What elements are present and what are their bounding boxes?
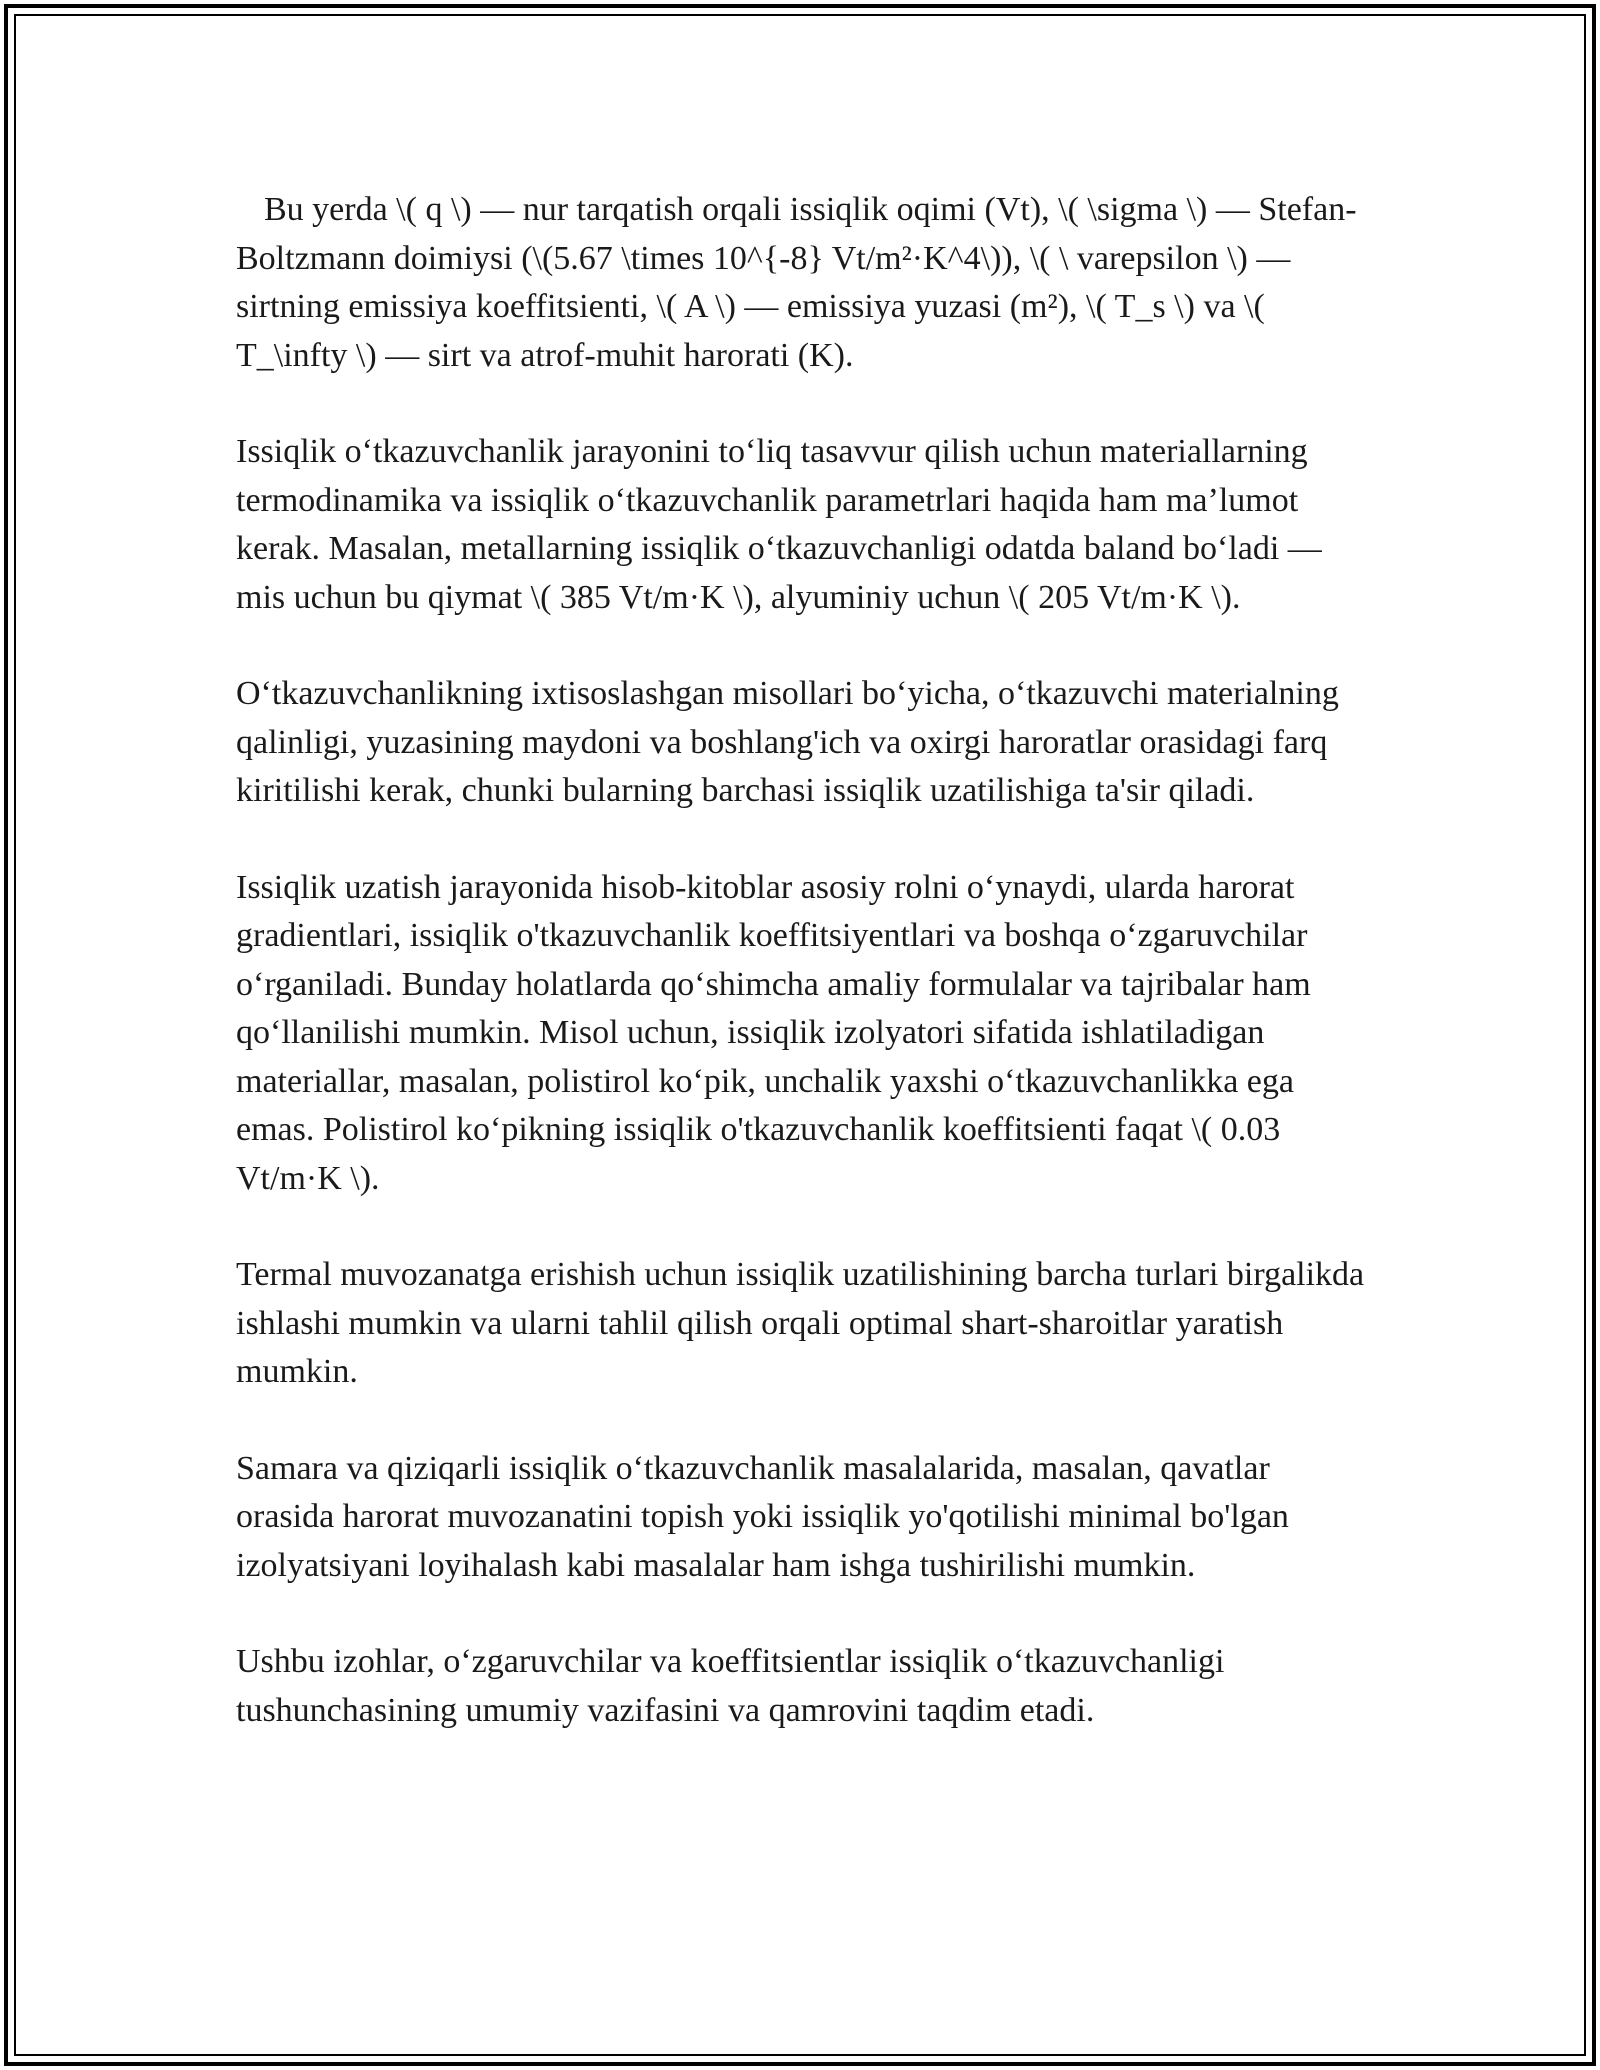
paragraph-radiation-definitions: Bu yerda \( q \) — nur tarqatish orqali issiqlik oqimi (Vt), \( \sigma \) — Stefan-Boltzmann doimiysi (\(5.67 \times 10^{-8} Vt/m²·K^4\)), \( \ varepsilon \) — sirtning emissiya koeffitsienti, \( A \) — emissiya yuzasi (m²), \( T_s \) va \( T_\infty \) — sirt va atrof-muhit harorati (K).	[236, 191, 1357, 374]
document-body	[236, 186, 1376, 1783]
paragraph-thermal-equilibrium: Termal muvozanatga erishish uchun issiqlik uzatilishining barcha turlari birgalikda ishlashi mumkin va ularni tahlil qilish orqali optimal shart-sharoitlar yaratish mumkin.	[236, 1256, 1365, 1390]
paragraph-conduction-problems: Samara va qiziqarli issiqlik o‘tkazuvchanlik masalalarida, masalan, qavatlar orasida harorat muvozanatini topish yoki issiqlik yo'qotilishi minimal bo'lgan izolyatsiyani loyihalash kabi masalalar ham ishga tushirilishi mumkin.	[236, 1449, 1289, 1584]
paragraph-summary: Ushbu izohlar, o‘zgaruvchilar va koeffitsientlar issiqlik o‘tkazuvchanligi tushunchasining umumiy vazifasini va qamrovini taqdim etadi.	[236, 1643, 1225, 1729]
paragraph-heat-transfer-calculations: Issiqlik uzatish jarayonida hisob-kitoblar asosiy rolni o‘ynaydi, ularda harorat gradientlari, issiqlik o'tkazuvchanlik koeffitsiyentlari va boshqa o‘zgaruvchilar o‘rganiladi. Bunday holatlarda qo‘shimcha amaliy formulalar va tajribalar ham qo‘llanilishi mumkin. Misol uchun, issiqlik izolyatori sifatida ishlatiladigan materiallar, masalan, polistirol ko‘pik, unchalik yaxshi o‘tkazuvchanlikka ega emas. Polistirol ko‘pikning issiqlik o'tkazuvchanlik koeffitsienti faqat \( 0.03 Vt/m·K \).	[236, 868, 1311, 1197]
paragraph-conduction-examples: O‘tkazuvchanlikning ixtisoslashgan misollari bo‘yicha, o‘tkazuvchi materialning qalinligi, yuzasining maydoni va boshlang'ich va oxirgi haroratlar orasidagi farq kiritilishi kerak, chunki bularning barchasi issiqlik uzatilishiga ta'sir qiladi.	[236, 675, 1339, 809]
paragraph-material-conductivity: Issiqlik o‘tkazuvchanlik jarayonini to‘liq tasavvur qilish uchun materiallarning termodinamika va issiqlik o‘tkazuvchanlik parametrlari haqida ham ma’lumot kerak. Masalan, metallarning issiqlik o‘tkazuvchanligi odatda baland bo‘ladi — mis uchun bu qiymat \( 385 Vt/m·K \), alyuminiy uchun \( 205 Vt/m·K \).	[236, 433, 1322, 616]
